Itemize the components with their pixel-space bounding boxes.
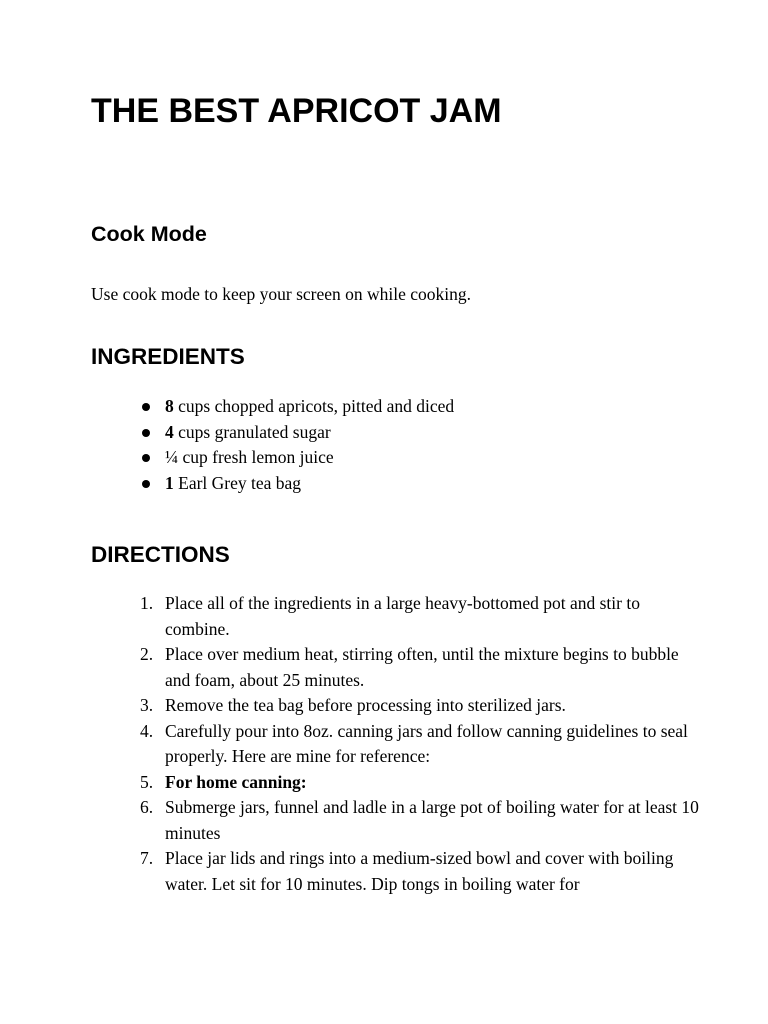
- list-item: [140, 846, 700, 897]
- step-text: Place all of the ingredients in a large heavy-bottomed pot and stir to combine.: [165, 593, 640, 639]
- ingredient-text: cups chopped apricots, pitted and diced: [173, 396, 455, 416]
- ingredient-text: ¼ cup fresh lemon juice: [165, 447, 334, 467]
- step-number: 7.: [140, 848, 154, 868]
- list-item: [140, 471, 454, 497]
- page-title: THE BEST APRICOT JAM: [91, 92, 502, 130]
- bullet-icon: [142, 429, 150, 437]
- ingredient-text: cups granulated sugar: [173, 421, 331, 442]
- quantity: 1: [165, 472, 174, 493]
- step-number: 5.: [140, 771, 154, 792]
- step-number: 4.: [140, 720, 154, 741]
- directions-heading: DIRECTIONS: [91, 542, 230, 567]
- list-item: [140, 420, 454, 446]
- ingredient-text: Earl Grey tea bag: [173, 472, 302, 493]
- list-item: [140, 445, 454, 471]
- cook-mode-heading: Cook Mode: [91, 222, 207, 246]
- step-text: Carefully pour into 8oz. canning jars and follow canning guidelines to seal properly. Here are mine for reference:: [165, 720, 688, 766]
- quantity: 4: [165, 421, 174, 442]
- step-number: 1.: [140, 593, 154, 613]
- step-number: 6.: [140, 797, 154, 817]
- list-item: [140, 394, 454, 420]
- step-number: 3.: [140, 695, 154, 715]
- directions-list: [140, 591, 700, 897]
- list-item: [140, 770, 700, 796]
- step-text: Place over medium heat, stirring often, until the mixture begins to bubble and foam, about 25 minutes.: [165, 644, 679, 690]
- list-item: [140, 642, 700, 693]
- list-item: [140, 591, 700, 642]
- ingredients-heading: INGREDIENTS: [91, 344, 245, 369]
- list-item: [140, 719, 700, 770]
- step-number: 2.: [140, 644, 154, 664]
- bullet-icon: [142, 480, 150, 488]
- step-text: Remove the tea bag before processing into sterilized jars.: [165, 695, 566, 715]
- list-item: [140, 693, 700, 719]
- step-text: Submerge jars, funnel and ladle in a large pot of boiling water for at least 10 minutes: [165, 797, 699, 843]
- list-item: [140, 795, 700, 846]
- quantity: 8: [165, 396, 174, 416]
- ingredients-list: [140, 394, 454, 496]
- cook-mode-text: Use cook mode to keep your screen on while cooking.: [91, 284, 472, 304]
- step-text: For home canning:: [165, 771, 307, 792]
- bullet-icon: [142, 454, 150, 462]
- bullet-icon: [142, 403, 150, 411]
- step-text: Place jar lids and rings into a medium-sized bowl and cover with boiling water. Let sit for 10 minutes. Dip tongs in boiling water for: [165, 848, 674, 894]
